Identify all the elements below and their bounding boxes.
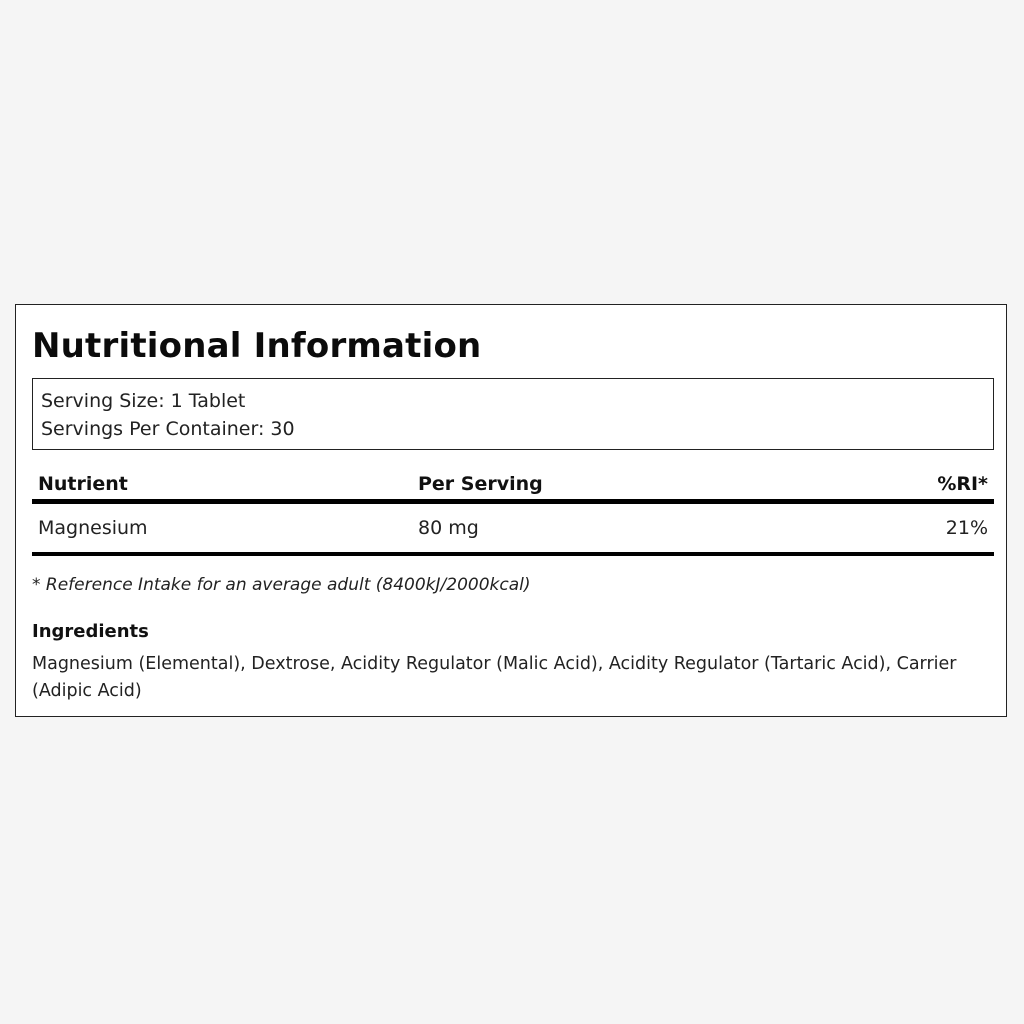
nutrient-amount: 80 mg <box>412 501 792 554</box>
header-per-serving: Per Serving <box>412 465 792 501</box>
header-nutrient: Nutrient <box>32 465 412 501</box>
ri-footnote: * Reference Intake for an average adult (8400kJ/2000kcal) <box>32 575 531 595</box>
nutrient-name: Magnesium <box>32 501 412 554</box>
serving-size: Serving Size: 1 Tablet <box>41 390 246 412</box>
header-ri: %RI* <box>792 465 994 501</box>
panel-title: Nutritional Information <box>32 326 482 366</box>
nutrition-panel <box>15 304 1007 717</box>
ingredients-heading: Ingredients <box>32 621 149 642</box>
serving-info-box <box>32 378 994 450</box>
ingredients-list: Magnesium (Elemental), Dextrose, Acidity Regulator (Malic Acid), Acidity Regulator (Tartaric Acid), Carrier (Adipic Acid) <box>32 654 957 701</box>
nutrient-ri: 21% <box>792 501 994 554</box>
table-header-row <box>32 465 994 501</box>
servings-per-container: Servings Per Container: 30 <box>41 418 295 440</box>
nutrition-table <box>32 465 994 556</box>
table-row <box>32 501 994 554</box>
